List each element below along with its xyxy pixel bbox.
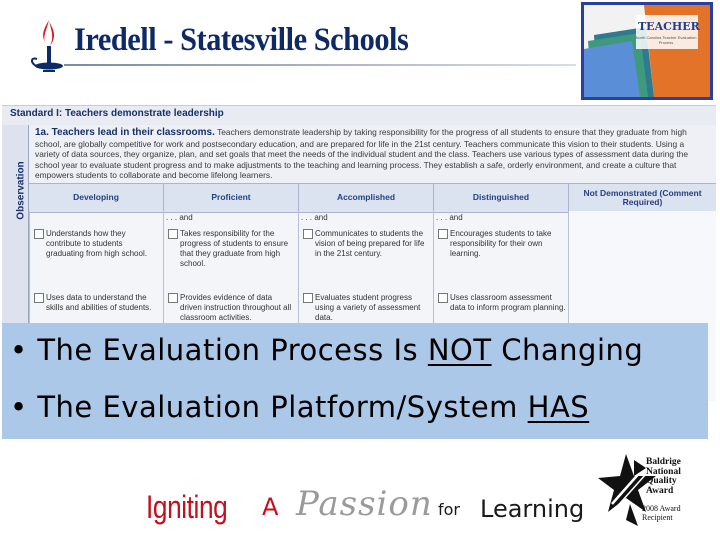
column-accomplished: . . . and Communicates to students the vision of being prepared for life in the 21st century. Evaluates student progress using a variety of assessment data. [298, 211, 433, 401]
column-distinguished: . . . and Encourages students to take responsibility for their own learning. Uses classroom assessment data to inform program planning. [433, 211, 568, 401]
descriptor-checkbox[interactable] [303, 229, 313, 239]
emphasis-has: HAS [527, 390, 590, 424]
descriptor-checkbox[interactable] [438, 229, 448, 239]
rating-developing: Developing [73, 192, 119, 203]
element-description [29, 125, 716, 183]
bullet-platform-has-changed: • The Evaluation Platform/System HAS [10, 390, 590, 424]
key-message-panel [2, 323, 708, 439]
lamp-logo-icon [28, 16, 70, 76]
tagline-a: A [262, 493, 279, 521]
teacher-evaluation-thumbnail [581, 2, 713, 100]
feature-subtitle: North Carolina Teacher Evaluation Process [635, 35, 697, 45]
descriptor-checkbox[interactable] [168, 229, 178, 239]
descriptor-checkbox[interactable] [168, 293, 178, 303]
tagline-passion: Passion [296, 484, 433, 524]
bullet-process-not-changing: • The Evaluation Process Is NOT Changing [10, 333, 644, 367]
rating-not-demonstrated: Not Demonstrated (Comment Required) [568, 184, 716, 212]
baldrige-award-year: 2008 Award Recipient [642, 504, 681, 522]
tagline-learning: Learning [480, 495, 585, 523]
element-text: Teachers demonstrate leadership by taking responsibility for the progress of all students to ensure that they graduate from high school, are globally competitive for work and postsecondary education, and are prepared for life in the 21st century. Teachers communicate this vision to their students. Using a variety of data sources, they organize, plan, and set goals that meet the needs of the individual student and the class. Teachers use various types of assessment data during the school year to evaluate student progress and to make adjustments to the teaching and learning process. They establish a safe, orderly environment, and create a culture that empowers students to collaborate and become lifelong learners. [35, 127, 689, 180]
rating-distinguished: Distinguished [433, 184, 568, 212]
header-divider [64, 64, 576, 66]
baldrige-award-title: Baldrige National Quality Award [646, 457, 681, 496]
rating-header-row [29, 183, 716, 213]
standard-title: Standard I: Teachers demonstrate leadership [2, 106, 716, 125]
emphasis-not: NOT [427, 333, 492, 367]
tagline-igniting: Igniting [146, 489, 228, 525]
rating-accomplished: Accomplished [298, 184, 433, 212]
column-developing: Understands how they contribute to students graduating from high school. Uses data to understand the skills and abilities of students. [29, 211, 163, 401]
descriptor-checkbox[interactable] [438, 293, 448, 303]
observation-label: Observation [15, 161, 27, 220]
descriptor-checkbox[interactable] [303, 293, 313, 303]
district-name: Iredell - Statesville Schools [74, 22, 409, 58]
descriptor-checkbox[interactable] [34, 229, 44, 239]
column-proficient: . . . and Takes responsibility for the progress of students to ensure that they graduate from high school. Provides evidence of data driven instruction throughout all classroom activities. [163, 211, 298, 401]
element-title: 1a. Teachers lead in their classrooms. [35, 127, 215, 138]
and-label: . . . and [436, 213, 463, 222]
and-label: . . . and [301, 213, 328, 222]
rating-proficient: Proficient [163, 184, 298, 212]
and-label: . . . and [166, 213, 193, 222]
teacher-binder-icon [584, 5, 710, 97]
descriptor-checkbox[interactable] [34, 293, 44, 303]
tagline-for: for [438, 500, 460, 519]
feature-title: TEACHER [638, 20, 700, 33]
